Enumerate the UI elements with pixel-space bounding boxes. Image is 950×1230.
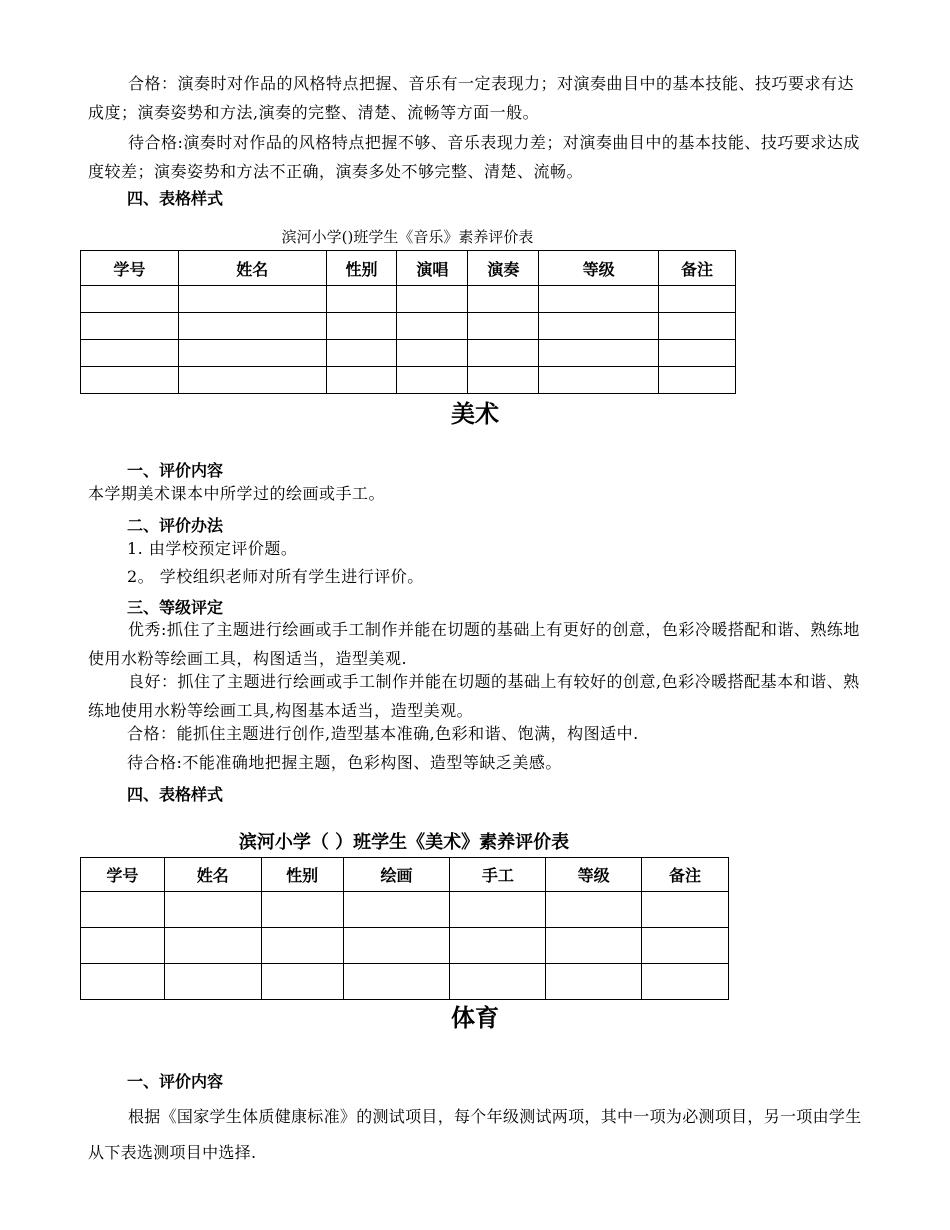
- table-row: [81, 964, 729, 1000]
- art-col-painting: 绘画: [343, 858, 450, 892]
- music-grade-pass: 合格：演奏时对作品的风格特点把握、音乐有一定表现力；对演奏曲目中的基本技能、技巧要求有达成度；演奏姿势和方法,演奏的完整、清楚、流畅等方面一般。: [88, 74, 855, 122]
- art-heading-content: 一、评价内容: [127, 461, 224, 480]
- music-col-singing: 演唱: [397, 251, 468, 286]
- music-table-heading: 四、表格样式: [127, 189, 224, 208]
- art-table-caption: 滨河小学（ ）班学生《美术》素养评价表: [238, 832, 570, 853]
- art-method-1: 1. 由学校预定评价题。: [127, 539, 298, 558]
- art-col-handcraft: 手工: [450, 858, 546, 892]
- table-row: [81, 286, 736, 313]
- art-table-heading: 四、表格样式: [127, 785, 224, 804]
- art-grade-pending: 待合格:不能准确地把握主题，色彩构图、造型等缺乏美感。: [127, 753, 562, 772]
- art-col-remark: 备注: [642, 858, 729, 892]
- art-col-gender: 性别: [261, 858, 343, 892]
- art-col-student-id: 学号: [81, 858, 165, 892]
- music-col-name: 姓名: [178, 251, 326, 286]
- pe-content: 根据《国家学生体质健康标准》的测试项目，每个年级测试两项，其中一项为必测项目，另一项由学生从下表选测项目中选择.: [88, 1107, 862, 1162]
- table-row: [81, 313, 736, 340]
- art-method-2: 2。 学校组织老师对所有学生进行评价。: [127, 567, 424, 586]
- art-eval-table: [80, 857, 729, 1000]
- music-col-grade: 等级: [539, 251, 659, 286]
- art-col-grade: 等级: [546, 858, 642, 892]
- art-heading-grading: 三、等级评定: [127, 598, 224, 617]
- music-col-gender: 性别: [326, 251, 397, 286]
- music-col-remark: 备注: [659, 251, 736, 286]
- music-table-caption: 滨河小学()班学生《音乐》素养评价表: [281, 228, 534, 246]
- table-row: [81, 928, 729, 964]
- table-row: [81, 892, 729, 928]
- art-grade-pass: 合格：能抓住主题进行创作,造型基本准确,色彩和谐、饱满，构图适中.: [127, 724, 639, 743]
- table-row: [81, 340, 736, 367]
- table-row: [81, 367, 736, 394]
- art-grade-excellent: 优秀:抓住了主题进行绘画或手工制作并能在切题的基础上有更好的创意，色彩冷暖搭配和谐、熟练地使用水粉等绘画工具，构图适当，造型美观.: [88, 620, 860, 668]
- art-section-title: 美术: [451, 399, 499, 428]
- art-content: 本学期美术课本中所学过的绘画或手工。: [88, 484, 386, 503]
- pe-section-title: 体育: [451, 1003, 499, 1032]
- music-col-student-id: 学号: [81, 251, 179, 286]
- art-heading-method: 二、评价办法: [127, 516, 224, 535]
- music-col-performance: 演奏: [468, 251, 539, 286]
- music-grade-pending: 待合格:演奏时对作品的风格特点把握不够、音乐表现力差；对演奏曲目中的基本技能、技巧要求达成度较差；演奏姿势和方法不正确，演奏多处不够完整、清楚、流畅。: [88, 133, 860, 181]
- pe-heading-content: 一、评价内容: [127, 1072, 224, 1091]
- music-eval-table: [80, 250, 736, 394]
- art-grade-good: 良好：抓住了主题进行绘画或手工制作并能在切题的基础上有较好的创意,色彩冷暖搭配基本和谐、熟练地使用水粉等绘画工具,构图基本适当，造型美观。: [88, 672, 860, 720]
- art-col-name: 姓名: [164, 858, 261, 892]
